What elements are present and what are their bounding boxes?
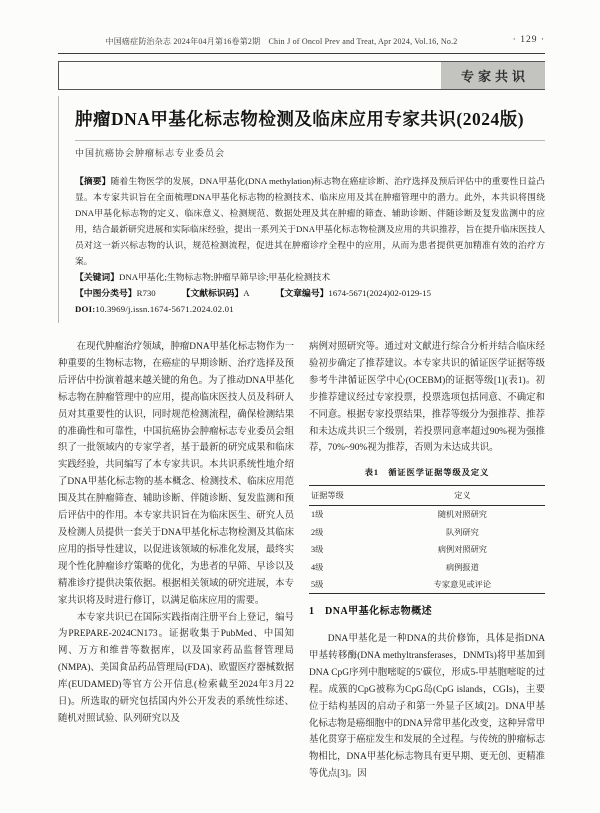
doi-value: 10.3969/j.issn.1674-5671.2024.02.01 xyxy=(95,304,234,314)
table1-caption: 表1 循证医学证据等级及定义 xyxy=(364,468,490,478)
left-column xyxy=(58,339,294,783)
article-author: 中国抗癌协会肿瘤标志专业委员会 xyxy=(75,148,226,158)
body-paragraph: 在现代肿瘤治疗领域，肿瘤DNA甲基化标志物作为一种重要的生物标志物，在癌症的早期诊断、治疗选择及预后评估中扮演着越来越关键的角色。为了推动DNA甲基化标志物在肿瘤管理中的应用，提高临床医技人员及科研人员对其重要性的认识，同时规范检测流程，确保检测结果的准确性和可靠性，中国抗癌协会肿瘤标志专业委员会组织了一批领域内的专家学者，基于最新的研究成果和临床实践经验，共同编写了本专家共识。本共识系统性地介绍了DNA甲基化标志物的基本概念、检测技术、临床应用范围及其在肿瘤筛查、辅助诊断、伴随诊断、复发监测和预后评估中的作用。本专家共识旨在为临床医生、研究人员及检测人员提供一套关于DNA甲基化标志物检测及其临床应用的指导性建议，以促进该领域的标准化发展，最终实现个性化肿瘤诊疗策略的优化，为患者的早筛、早诊以及精准诊疗提供决策依据。根据相关领域的研究进展，本专家共识将及时进行修订，以满足临床应用的需要。 xyxy=(58,342,294,606)
keywords-text: DNA甲基化;生物标志物;肿瘤早筛早诊;甲基化检测技术 xyxy=(119,272,331,282)
table-header-row xyxy=(309,486,545,506)
category-band xyxy=(58,61,545,90)
title-rule xyxy=(75,140,545,141)
abstract-block xyxy=(75,173,545,317)
table-row xyxy=(309,558,545,575)
body-paragraph: 本专家共识已在国际实践指南注册平台上登记，编号为PREPARE-2024CN173。证据收集于PubMed、中国知网、万方和维普等数据库，以及国家药品监督管理局(NMPA)、美国食品药品管理局(FDA)、欧盟医疗器械数据库(EUDAMED)等官方公开信息(检索截至2024年3月22日)。所选取的研究包括国内外公开发表的系统性综述、随机对照试验、队列研究以及 xyxy=(58,612,294,724)
clc-value: R730 xyxy=(136,288,156,298)
body-paragraph: 病例对照研究等。通过对文献进行综合分析并结合临床经验初步确定了推荐建议。本专家共识的循证医学证据等级参考牛津循证医学中心(OCEBM)的证据等级[1](表1)。初步推荐建议经过专家投票，投票选项包括同意、不确定和不同意。根据专家投票结果，推荐等级分为强推荐、推荐和未达成共识三个级别，若投票同意率超过90%视为强推荐，70%~90%视为推荐，否则为未达成共识。 xyxy=(309,342,545,454)
table-cell: 病例对照研究 xyxy=(437,545,487,555)
table1 xyxy=(309,485,545,594)
table-row xyxy=(309,576,545,594)
doc-code-value: A xyxy=(243,288,250,298)
body-columns xyxy=(58,339,545,783)
running-head xyxy=(58,36,545,53)
doi-line xyxy=(75,301,545,317)
article-no-value: 1674-5671(2024)02-0129-15 xyxy=(328,288,432,298)
page-number: · 129 · xyxy=(512,35,545,45)
table-header-cell: 定义 xyxy=(380,486,545,506)
category-badge: 专家共识 xyxy=(441,62,545,89)
right-column xyxy=(309,339,545,783)
table-cell: 随机对照研究 xyxy=(437,510,487,520)
classification-line xyxy=(75,285,545,301)
doi-label: DOI: xyxy=(75,304,96,314)
header-rule xyxy=(58,53,545,54)
body-paragraph: DNA甲基化是一种DNA的共价修饰，具体是指DNA甲基转移酶(DNA methyltransferases，DNMTs)将甲基加到DNA CpG序列中胞嘧啶的5′碳位，形成5-甲基胞嘧啶的过程。成簇的CpG被称为CpG岛(CpG islands，CGIs)，主要位于结构基因的启动子和第一外显子区域[2]。DNA甲基化标志物是癌细胞中的DNA异常甲基化改变，这种异常甲基化贯穿于癌症发生和发展的全过程。与传统的肿瘤标志物相比，DNA甲基化标志物具有更早期、更无创、更精准等优点[3]。因 xyxy=(309,634,545,780)
table-row xyxy=(309,541,545,558)
table-cell: 3级 xyxy=(311,545,324,555)
table-row xyxy=(309,524,545,541)
article-title: 肿瘤DNA甲基化标志物检测及临床应用专家共识(2024版) xyxy=(75,109,525,129)
abstract-paragraph xyxy=(75,173,545,269)
journal-info: 中国癌症防治杂志 2024年04月第16卷第2期 Chin J of Oncol Prev and Treat, Apr 2024, Vol.16, No.2 xyxy=(105,37,458,46)
article-no-label: 【文章编号】 xyxy=(275,288,329,298)
keywords-label: 【关键词】 xyxy=(75,272,119,282)
table-cell: 2级 xyxy=(311,527,324,537)
doc-code-label: 【文献标识码】 xyxy=(181,288,244,298)
table-cell: 病例报道 xyxy=(446,562,479,572)
clc-label: 【中图分类号】 xyxy=(75,288,137,298)
section-1-heading: 1 DNA甲基化标志物概述 xyxy=(309,606,433,618)
table-header-cell: 证据等级 xyxy=(309,486,380,506)
table-cell: 专家意见或评论 xyxy=(433,579,492,589)
table-cell: 5级 xyxy=(311,579,324,589)
keywords-line xyxy=(75,269,545,285)
article-head xyxy=(58,96,545,323)
table-cell: 1级 xyxy=(311,510,324,520)
table-cell: 4级 xyxy=(311,562,324,572)
abstract-label: 【摘要】 xyxy=(75,176,111,186)
table-row xyxy=(309,506,545,524)
table-cell: 队列研究 xyxy=(446,527,479,537)
abstract-text: 随着生物医学的发展，DNA甲基化(DNA methylation)标志物在癌症诊断、治疗选择及预后评估中的重要性日益凸显。本专家共识旨在全面梳理DNA甲基化标志物的检测技术、临床应用及其在肿瘤管理中的潜力。此外，本共识将围绕DNA甲基化标志物的定义、临床意义、检测规范、数据处理及其在肿瘤的筛查、辅助诊断、伴随诊断及复发监测中的应用，结合最新研究进展和实际临床经验，提出一系列关于DNA甲基化标志物检测及应用的共识推荐，旨在提升临床医技人员对这一新兴标志物的认识，规范检测流程，促进其在肿瘤诊疗全程中的应用，从而为患者提供更加精准有效的治疗方案。 xyxy=(75,176,545,266)
